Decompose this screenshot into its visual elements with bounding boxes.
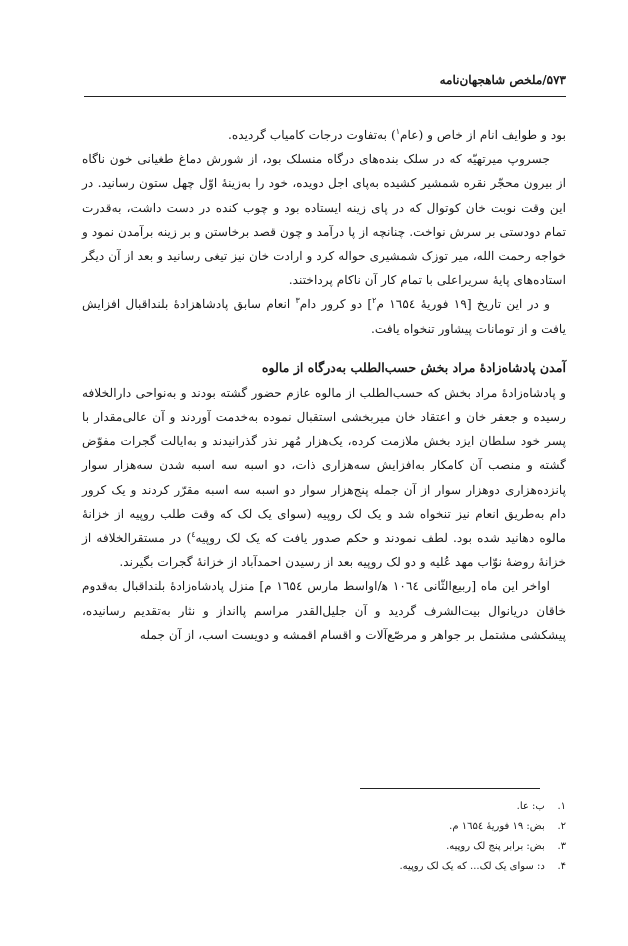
paragraph-1-text-a: بود و طوایف انام از خاص و (عام <box>400 128 566 142</box>
paragraph-1 <box>82 123 566 147</box>
footnote-ref-2: ۲ <box>372 296 377 306</box>
paragraph-3-text-c: انعام سابق پادشاهزادهٔ بلنداقبال افزایش یافت و از تومانات پیشاور تنخواه یافت. <box>82 297 566 336</box>
paragraph-3-text-b: ] دو کرور دام <box>299 297 373 312</box>
paragraph-4-text-a: و پادشاه‌زادهٔ مراد بخش که حسب‌الطلب از مالوه عازم حضور گشته بودند و به‌نواحی دارالخلافه رسیده و جعفر خان و اعتقاد خان میربخشی استقبال نموده به‌خدمت آوردند و آن عالی‌مقدار با پسر خود سلطان ایزد بخش ملازمت کرده، یک‌هزار مُهر نذر گذرانیدند و به‌ایالت گجرات مفوّض گشته و منصب آن کامکار به‌افزایش سه‌هزاری ذات، دو اسبه سه اسبه شدن سه‌هزار سوار پانزده‌هزاری دوهزار سوار از آن جمله پنج‌هزار سوار دو اسبه سه اسبه مقرّر کردند و یک کرور دام به‌طریق انعام نیز تنخواه شد و یک لک روپیه (سوای یک لک که وقت طلب روپیه از خزانهٔ مالوه دهانید شده بود. لطف نمودند و حکم صدور یافت که یک لک روپیه <box>82 385 566 546</box>
footnote-rule <box>360 788 540 789</box>
footnotes <box>86 797 566 877</box>
footnote-number: ۲. <box>557 821 566 832</box>
footnote-text: د: سوای یک لک... که یک لک روپیه. <box>399 861 545 872</box>
footnote-item <box>86 797 566 817</box>
footnote-item <box>86 817 566 837</box>
footnote-text: ب: عا. <box>516 801 545 812</box>
footnote-ref-3: ۳ <box>295 296 300 306</box>
footnote-text: بض: ۱۹ فوریهٔ ۱٦۵٤ م. <box>449 821 545 832</box>
section-heading: آمدن پادشاه‌زادهٔ مراد بخش حسب‌الطلب به‌درگاه از مالوه <box>261 359 566 375</box>
footnote-number: ۳. <box>557 841 566 852</box>
footnote-number: ۱. <box>557 801 566 812</box>
footnote-number: ۴. <box>557 861 566 872</box>
footnote-item <box>86 837 566 857</box>
running-head: ۵۷۳/ملخص شاهجهان‌نامه <box>439 73 566 87</box>
footnote-text: بض: برابر پنج لک روپیه. <box>446 841 545 852</box>
paragraph-4 <box>82 381 566 575</box>
footnote-ref-1: ۱ <box>395 126 401 136</box>
header-rule <box>84 96 566 97</box>
paragraph-1-text-b: ) به‌تفاوت درجات کامیاب گردیده. <box>227 128 396 142</box>
footnote-ref-4: ٤ <box>191 529 196 539</box>
paragraph-3 <box>82 292 566 340</box>
footnote-item <box>86 857 566 877</box>
body-text <box>82 123 566 647</box>
paragraph-3-text-a: و در این تاریخ [۱۹ فوریهٔ ۱٦۵٤ م <box>376 297 551 312</box>
paragraph-4-text-b: ) در مستقرالخلافه از خزانهٔ روضهٔ نوّاب مهد عُلیه و دو لک روپیه بعد از رسیدن احمدآباد از خزانهٔ گجرات بگیرند. <box>82 531 566 570</box>
paragraph-2: جسروپ میرتهیّه که در سلک بنده‌های درگاه منسلک بود، از شورش دماغ طغیانی خون ناگاه از بیرون محجّر نقره شمشیر کشیده به‌پای اجل دویده، خود را به‌زینهٔ اوّل چهل ستون رسانید. در این وقت نوبت خان کوتوال که در پای زینه ایستاده بود و چوب کنده در دست داشت، به‌قدرت تمام دودستی بر سرش نواخت. چنانچه از پا درآمد و چون قصد برخاستن و بر زینه برآمدن نمود و خواجه رحمت الله، میر توزک شمشیری حواله کرد و ارادت خان نیز تیغی رسانید و بعد از آن دیگر استاده‌های پایهٔ سریراعلی با تمام کار آن ناکام پرداختند. <box>82 152 566 288</box>
paragraph-5: اواخر این ماه [ربیع‌الثّانی ۱۰٦٤ ﻫ/اواسط مارس ۱٦۵٤ م] منزل پادشاه‌زادهٔ بلنداقبال به‌قدوم خاقان دریانوال بیت‌الشرف گردید و آن جلیل‌القدر مراسم پاانداز و نثار به‌تقدیم رسانیده، پیشکشی مشتمل بر جواهر و مرصّع‌آلات و اقسام اقمشه و دویست اسب، از آن جمله <box>82 579 566 642</box>
